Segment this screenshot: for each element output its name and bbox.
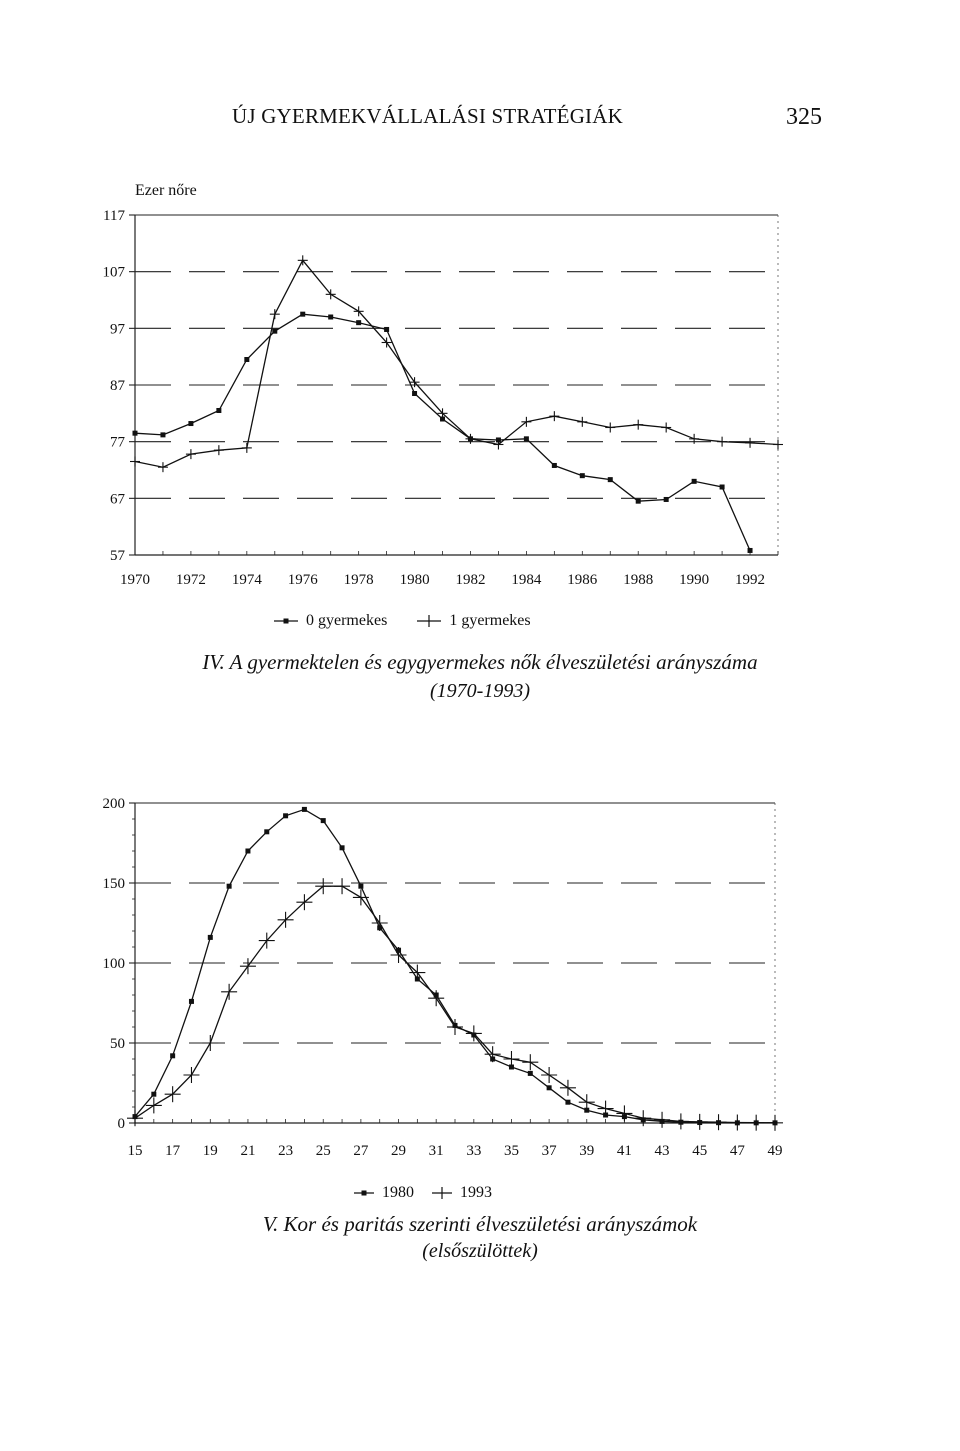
chart2-svg (0, 760, 960, 1240)
chart2-point-1 (340, 845, 345, 850)
chart1-legend (272, 612, 559, 630)
chart1-point-1 (692, 479, 697, 484)
chart2-legend (352, 1184, 520, 1202)
chart1-legend-item-1-gyermekes (415, 612, 530, 630)
chart1-point-1 (412, 391, 417, 396)
chart1-x-tick-label: 1986 (567, 572, 598, 588)
chart2-point-1 (170, 1053, 175, 1058)
chart2-point-1 (264, 829, 269, 834)
chart2-x-tick-label: 15 (127, 1143, 143, 1159)
chart2-x-tick-label: 43 (654, 1143, 670, 1159)
chart2-caption: V. Kor és paritás szerinti élveszületési arányszámok (262, 1212, 698, 1236)
chart2-x-tick-label: 19 (202, 1143, 218, 1159)
chart1-point-1 (188, 421, 193, 426)
chart2-x-tick-label: 31 (428, 1143, 444, 1159)
chart1-x-tick-label: 1984 (511, 572, 542, 588)
chart1-legend-item-0-gyermekes (272, 612, 387, 630)
chart1-legend-label-0: 0 gyermekes (306, 612, 388, 629)
chart1-point-1 (216, 408, 221, 413)
chart1-x-tick-label: 1980 (399, 572, 430, 588)
square-marker-icon (272, 615, 300, 627)
chart1-point-1 (244, 357, 249, 362)
plus-marker-icon (415, 613, 443, 629)
chart2-point-1 (227, 884, 232, 889)
chart1-y-tick-label: 97 (110, 321, 125, 338)
chart1-point-1 (580, 473, 585, 478)
chart1-point-1 (384, 327, 389, 332)
chart1-point-1 (720, 485, 725, 490)
chart2-point-1 (151, 1092, 156, 1097)
chart2-x-tick-label: 25 (315, 1143, 331, 1159)
chart2-legend-item-1980 (352, 1184, 414, 1202)
chart1-x-tick-label: 1972 (175, 572, 206, 588)
chart2-x-tick-label: 29 (391, 1143, 407, 1159)
chart2-x-tick-label: 39 (579, 1143, 595, 1159)
chart1-y-tick-label: 57 (110, 548, 125, 564)
chart2-x-tick-label: 33 (466, 1143, 482, 1159)
chart1-caption-years: (1970-1993) (430, 680, 530, 702)
chart1-y-unit-label: Ezer nőre (135, 182, 197, 199)
chart1-x-tick-label: 1970 (120, 572, 150, 588)
chart2-series-line-1 (135, 809, 775, 1122)
chart1-x-tick-label: 1976 (287, 572, 318, 588)
chart1-point-1 (300, 312, 305, 317)
chart2-point-1 (302, 807, 307, 812)
chart1-point-1 (748, 548, 753, 553)
chart2-legend-label-1980: 1980 (382, 1184, 414, 1201)
plus-marker-icon (430, 1185, 454, 1201)
chart2-legend-item-1993 (430, 1184, 492, 1202)
chart2-x-tick-label: 35 (503, 1143, 519, 1159)
chart2-series-line-2 (135, 886, 775, 1123)
chart2-point-1 (528, 1071, 533, 1076)
chart1-point-1 (636, 499, 641, 504)
page-number: 325 (786, 104, 822, 130)
chart1-series-line-1 (135, 314, 750, 550)
chart2-x-tick-label: 45 (692, 1143, 708, 1159)
chart1-y-tick-label: 117 (103, 208, 125, 224)
chart1-point-1 (664, 497, 669, 502)
chart1-caption: IV. A gyermektelen és egygyermekes nők élveszületési arányszáma (202, 650, 758, 674)
chart1-x-tick-label: 1990 (679, 572, 710, 588)
chart1-point-1 (608, 477, 613, 482)
chart2-x-tick-label: 47 (729, 1143, 745, 1159)
chart2-y-tick-label: 200 (102, 796, 125, 812)
chart2-x-tick-label: 23 (278, 1143, 294, 1159)
chart2-x-tick-label: 37 (541, 1143, 557, 1159)
chart2-y-tick-label: 100 (102, 956, 125, 972)
chart2-point-1 (358, 884, 363, 889)
chart1-legend-label-1: 1 gyermekes (449, 612, 531, 629)
chart2-point-1 (321, 818, 326, 823)
chart1-point-1 (160, 432, 165, 437)
chart2-x-tick-label: 49 (767, 1143, 783, 1159)
chart2-point-1 (565, 1100, 570, 1105)
chart1-point-1 (328, 315, 333, 320)
chart1-x-tick-label: 1992 (735, 572, 766, 588)
chart1-y-tick-label: 67 (110, 491, 125, 508)
chart1-x-tick-label: 1982 (455, 572, 486, 588)
chart1-point-1 (524, 436, 529, 441)
chart1-point-1 (133, 431, 138, 436)
chart2-x-tick-label: 21 (240, 1143, 256, 1159)
chart2-x-tick-label: 27 (353, 1143, 369, 1159)
chart2-point-1 (547, 1085, 552, 1090)
chart2-point-1 (283, 813, 288, 818)
running-header-title: ÚJ GYERMEKVÁLLALÁSI STRATÉGIÁK (232, 104, 623, 128)
chart2-y-tick-label: 50 (110, 1036, 125, 1052)
chart1-x-tick-label: 1988 (623, 572, 654, 588)
chart2-caption-sub: (elsőszülöttek) (422, 1240, 538, 1262)
chart2-x-tick-label: 17 (165, 1143, 181, 1159)
chart1-series-line-2 (135, 260, 778, 467)
chart2-point-1 (189, 999, 194, 1004)
square-marker-icon (352, 1187, 376, 1199)
chart1-x-tick-label: 1974 (231, 572, 262, 588)
chart1-point-1 (356, 320, 361, 325)
chart2-x-tick-label: 41 (616, 1143, 632, 1159)
chart1-y-tick-label: 77 (110, 434, 125, 451)
chart2-point-1 (245, 849, 250, 854)
chart1-point-1 (552, 463, 557, 468)
chart1-y-tick-label: 107 (102, 264, 125, 281)
chart1-point-1 (272, 329, 277, 334)
chart2-legend-label-1993: 1993 (460, 1184, 492, 1201)
chart1-y-tick-label: 87 (110, 378, 125, 394)
chart2-point-1 (208, 935, 213, 940)
chart2-y-tick-label: 0 (117, 1116, 125, 1132)
chart1-x-tick-label: 1978 (343, 572, 374, 588)
chart1-svg (0, 0, 960, 600)
chart2-y-tick-label: 150 (102, 876, 125, 892)
